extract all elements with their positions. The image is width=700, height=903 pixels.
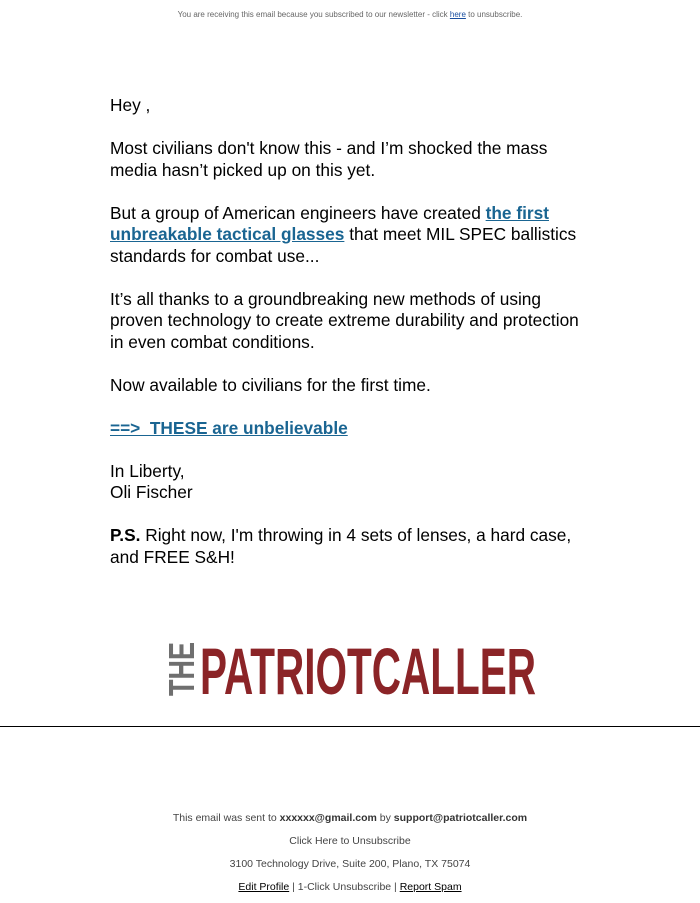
cta-link[interactable]: ==> THESE are unbelievable [110, 417, 348, 438]
footer-by-text: by [376, 812, 394, 824]
footer-unsubscribe-line [0, 834, 700, 857]
footer-unsubscribe-link[interactable]: Click Here to Unsubscribe [289, 835, 411, 847]
email-body [110, 95, 590, 590]
footer-sent-to-line [0, 811, 700, 834]
logo-name: PATRIOTCALLER [200, 634, 536, 708]
logo-prefix: THE [161, 624, 202, 696]
footer [0, 811, 700, 903]
footer-address: 3100 Technology Drive, Suite 200, Plano, TX 75074 [229, 858, 471, 870]
footer-sent-to-text: This email was sent to [172, 812, 280, 824]
footer-separator: | [391, 881, 400, 893]
postscript [110, 525, 590, 568]
greeting: Hey , [110, 95, 151, 115]
preheader-text: You are receiving this email because you subscribed to our newsletter - click [177, 10, 450, 19]
footer-separator: | [289, 881, 298, 893]
preheader [0, 10, 700, 19]
signature-name: Oli Fischer [110, 482, 193, 502]
footer-sender: support@patriotcaller.com [393, 812, 528, 824]
patriotcaller-logo[interactable] [161, 624, 538, 708]
one-click-unsubscribe-link[interactable]: 1-Click Unsubscribe [297, 881, 392, 893]
ps-text: Right now, I'm throwing in 4 sets of lenses, a hard case, and FREE S&H! [110, 525, 572, 567]
cta-paragraph [110, 418, 590, 440]
footer-divider [0, 726, 700, 727]
signature-block [110, 461, 590, 504]
paragraph-engineers-start: But a group of American engineers have created [110, 202, 486, 223]
paragraph-engineers-end: that meet MIL SPEC ballistics standards for combat use... [110, 224, 577, 266]
report-spam-link[interactable]: Report Spam [399, 881, 462, 893]
signoff: In Liberty, [110, 460, 185, 481]
glasses-link[interactable]: the first unbreakable tactical glasses [110, 202, 549, 244]
preheader-unsubscribe-link[interactable]: here [449, 10, 466, 19]
paragraph-availability: Now available to civilians for the first time. [110, 374, 431, 395]
paragraph-engineers [110, 203, 590, 268]
ps-label: P.S. [110, 525, 141, 545]
footer-recipient: xxxxxx@gmail.com [279, 812, 377, 824]
preheader-text-end: to unsubscribe. [465, 10, 523, 19]
paragraph-intro: Most civilians don't know this - and I’m shocked the mass media hasn’t picked up on this yet. [110, 138, 548, 180]
footer-links-line [0, 880, 700, 903]
edit-profile-link[interactable]: Edit Profile [238, 881, 290, 893]
paragraph-technology: It’s all thanks to a groundbreaking new methods of using proven technology to create extreme durability and protection in even combat conditions. [110, 288, 579, 352]
